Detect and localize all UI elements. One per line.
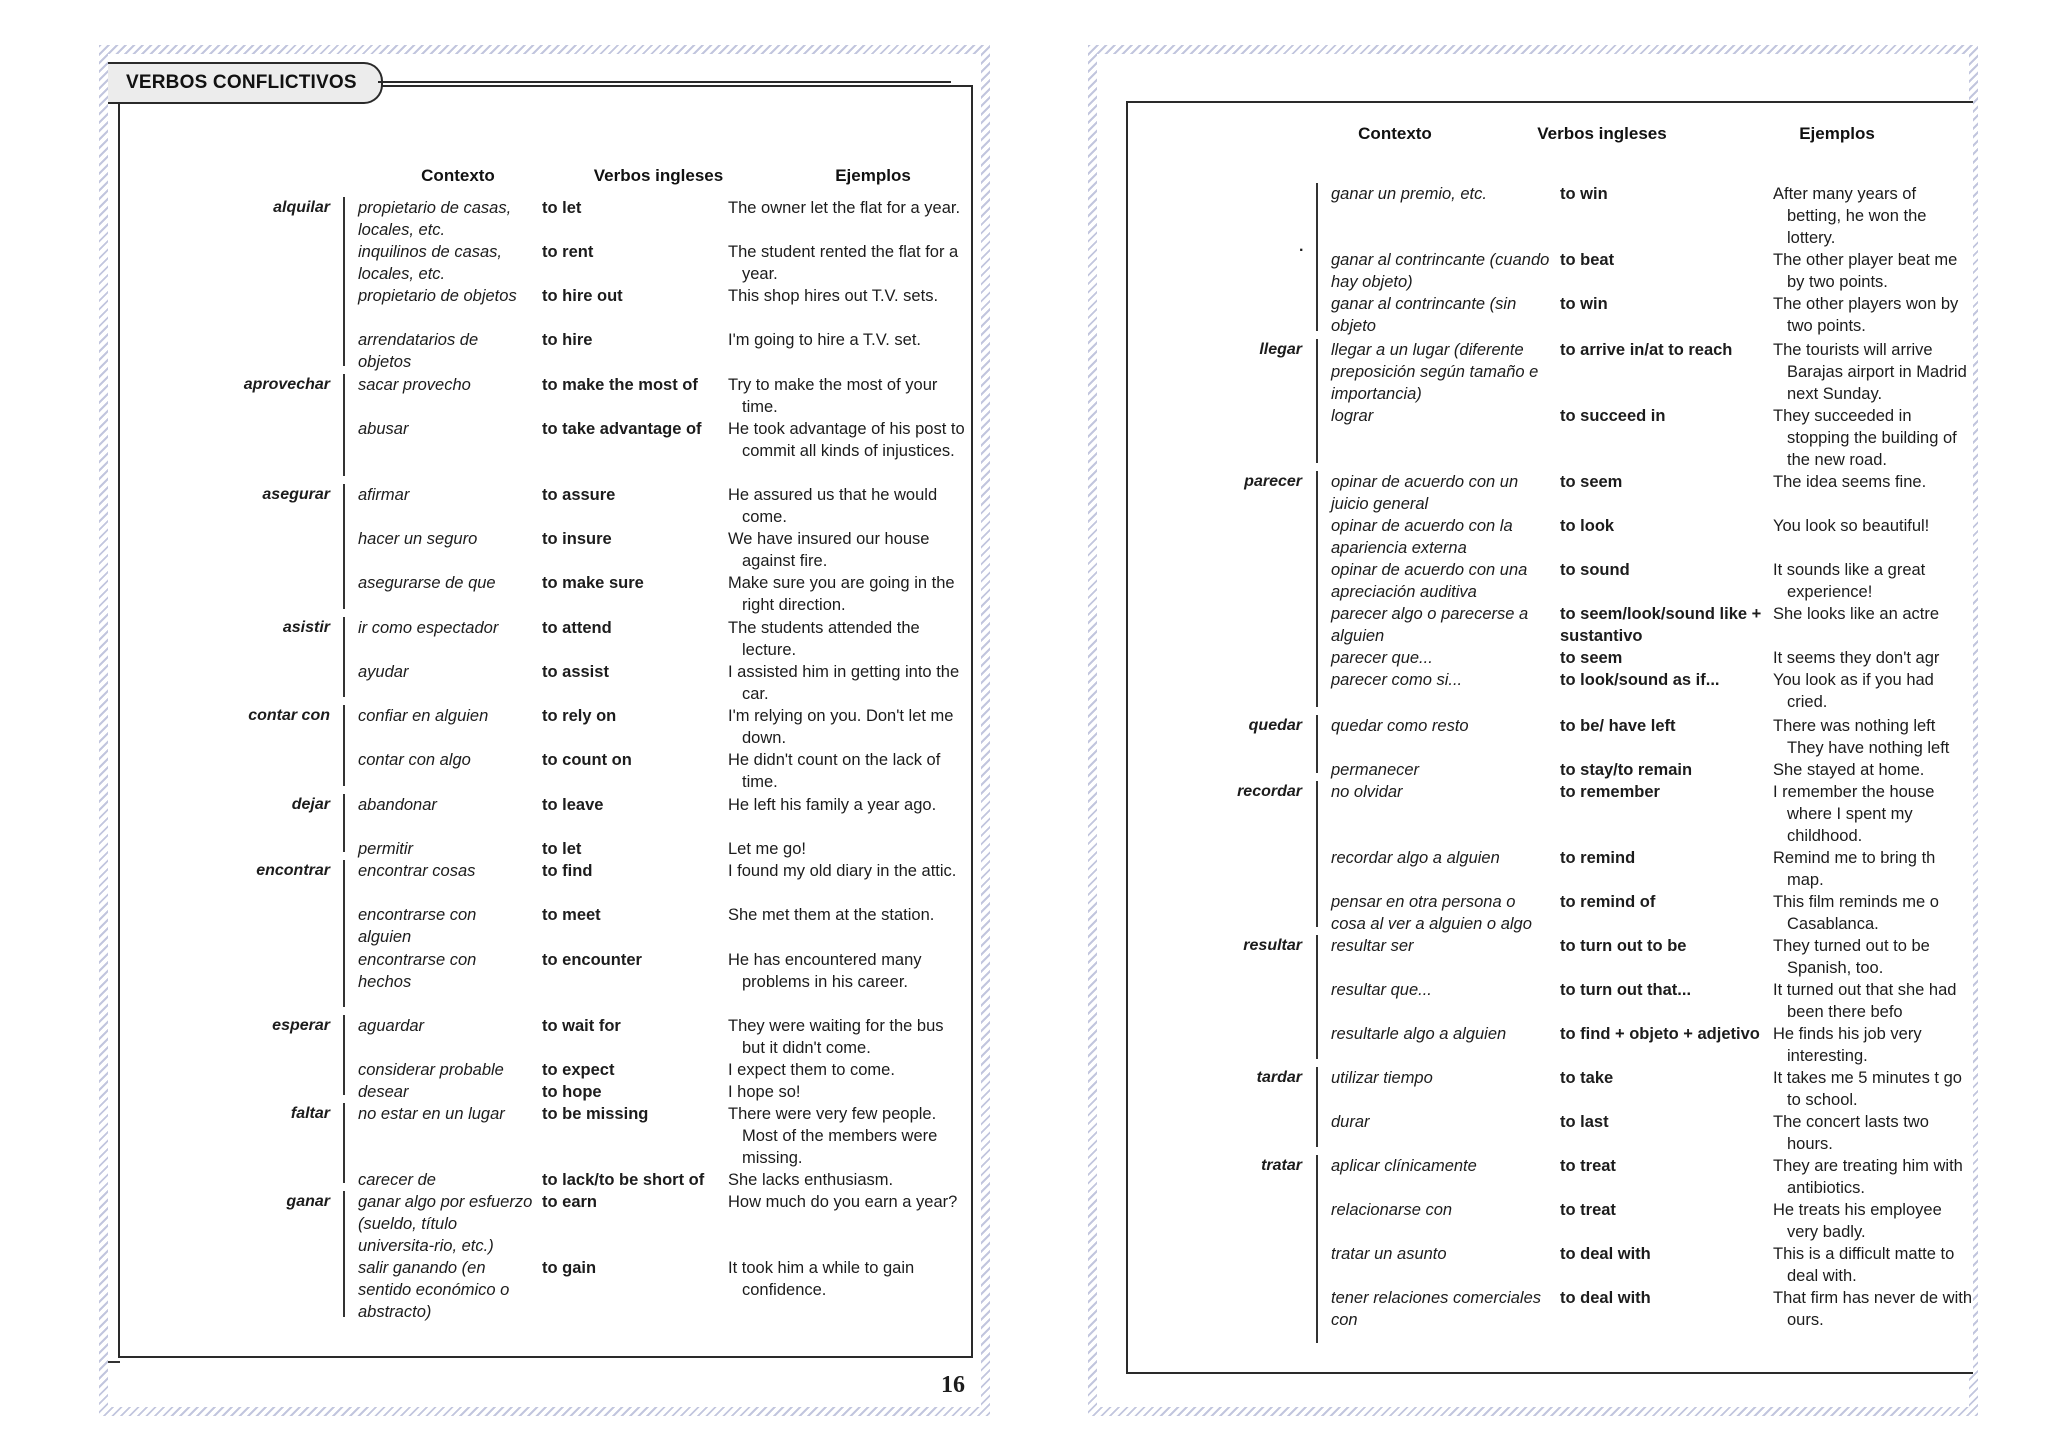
context-cell: hacer un seguro bbox=[358, 530, 478, 548]
context-cell: aguardar bbox=[358, 1017, 425, 1035]
group-divider bbox=[1316, 715, 1318, 773]
spanish-verb: contar con bbox=[248, 707, 330, 724]
spanish-verb: asegurar bbox=[262, 486, 330, 503]
english-verb-cell: to beat bbox=[1560, 251, 1615, 269]
english-verb-cell: to take advantage of bbox=[542, 420, 702, 438]
right-table-frame bbox=[1126, 101, 1973, 1374]
spanish-verb: llegar bbox=[1259, 341, 1302, 358]
english-verb-cell: to sound bbox=[1560, 561, 1630, 579]
english-verb-cell: to turn out to be bbox=[1560, 937, 1687, 955]
group-divider bbox=[1316, 1155, 1318, 1343]
example-cell: The concert lasts two hours. bbox=[1773, 1113, 1929, 1153]
english-verb-cell: to rent bbox=[542, 243, 594, 261]
english-verb-cell: to hire bbox=[542, 331, 593, 349]
example-cell: There were very few people. Most of the members were missing. bbox=[728, 1105, 938, 1167]
example-cell: It took him a while to gain confidence. bbox=[728, 1259, 915, 1299]
right-page bbox=[1088, 45, 1978, 1416]
context-cell: encontrarse con hechos bbox=[358, 951, 477, 991]
english-verb-cell: to wait for bbox=[542, 1017, 621, 1035]
context-cell: ganar algo por esfuerzo (sueldo, título universita-rio, etc.) bbox=[358, 1193, 533, 1255]
context-cell: abusar bbox=[358, 420, 409, 438]
english-verb-cell: to look/sound as if... bbox=[1560, 671, 1720, 689]
example-cell: You look as if you had cried. bbox=[1773, 671, 1934, 711]
context-cell: resultar ser bbox=[1331, 937, 1414, 955]
english-verb-cell: to expect bbox=[542, 1061, 615, 1079]
group-divider bbox=[343, 1015, 345, 1095]
context-cell: opinar de acuerdo con la apariencia externa bbox=[1331, 517, 1513, 557]
context-cell: afirmar bbox=[358, 486, 410, 504]
english-verb-cell: to gain bbox=[542, 1259, 597, 1277]
spanish-verb: ganar bbox=[286, 1193, 330, 1210]
example-cell: How much do you earn a year? bbox=[728, 1193, 958, 1211]
english-verb-cell: to win bbox=[1560, 295, 1608, 313]
english-verb-cell: to be missing bbox=[542, 1105, 649, 1123]
example-cell: They are treating him with antibiotics. bbox=[1773, 1157, 1963, 1197]
example-cell: The tourists will arrive Barajas airport in Madrid next Sunday. bbox=[1773, 341, 1967, 403]
english-verb-cell: to remind of bbox=[1560, 893, 1656, 911]
english-verb-cell: to count on bbox=[542, 751, 632, 769]
header-verbos-ingleses-right: Verbos ingleses bbox=[1537, 124, 1667, 143]
example-cell: Remind me to bring th map. bbox=[1773, 849, 1936, 889]
group-divider bbox=[343, 484, 345, 609]
context-cell: utilizar tiempo bbox=[1331, 1069, 1433, 1087]
group-divider bbox=[1316, 471, 1318, 707]
group-divider bbox=[343, 617, 345, 697]
spanish-verb: tardar bbox=[1256, 1069, 1302, 1086]
example-cell: She met them at the station. bbox=[728, 906, 935, 924]
english-verb-cell: to assure bbox=[542, 486, 616, 504]
example-cell: I remember the house where I spent my childhood. bbox=[1773, 783, 1935, 845]
context-cell: lograr bbox=[1331, 407, 1374, 425]
english-verb-cell: to seem bbox=[1560, 473, 1623, 491]
context-cell: asegurarse de que bbox=[358, 574, 496, 592]
english-verb-cell: to let bbox=[542, 840, 582, 858]
group-divider bbox=[1316, 339, 1318, 463]
context-cell: ayudar bbox=[358, 663, 409, 681]
context-cell: resultar que... bbox=[1331, 981, 1432, 999]
english-verb-cell: to look bbox=[1560, 517, 1615, 535]
example-cell: I found my old diary in the attic. bbox=[728, 862, 957, 880]
left-page-body bbox=[108, 54, 981, 1407]
english-verb-cell: to deal with bbox=[1560, 1289, 1651, 1307]
example-cell: The idea seems fine. bbox=[1773, 473, 1927, 491]
context-cell: pensar en otra persona o cosa al ver a alguien o algo bbox=[1331, 893, 1532, 933]
example-cell: The students attended the lecture. bbox=[728, 619, 920, 659]
spanish-verb: dejar bbox=[291, 796, 330, 813]
english-verb-cell: to make sure bbox=[542, 574, 644, 592]
group-divider bbox=[343, 794, 345, 852]
example-cell: He left his family a year ago. bbox=[728, 796, 937, 814]
english-verb-cell: to attend bbox=[542, 619, 612, 637]
context-cell: recordar algo a alguien bbox=[1331, 849, 1500, 867]
context-cell: permitir bbox=[358, 840, 414, 858]
spanish-verb: recordar bbox=[1237, 783, 1302, 800]
english-verb-cell: to hire out bbox=[542, 287, 623, 305]
context-cell: quedar como resto bbox=[1331, 717, 1469, 735]
context-cell: resultarle algo a alguien bbox=[1331, 1025, 1507, 1043]
example-cell: They were waiting for the bus but it didn't come. bbox=[728, 1017, 944, 1057]
group-divider bbox=[1316, 781, 1318, 927]
english-verb-cell: to treat bbox=[1560, 1157, 1616, 1175]
english-verb-cell: to find + objeto + adjetivo bbox=[1560, 1025, 1760, 1043]
context-cell: tener relaciones comerciales con bbox=[1331, 1289, 1542, 1329]
context-cell: permanecer bbox=[1331, 761, 1420, 779]
context-cell: parecer que... bbox=[1331, 649, 1433, 667]
english-verb-cell: to make the most of bbox=[542, 376, 698, 394]
page-number: 16 bbox=[941, 1372, 965, 1398]
english-verb-cell: to win bbox=[1560, 185, 1608, 203]
example-cell: The other players won by two points. bbox=[1773, 295, 1959, 335]
context-cell: propietario de objetos bbox=[358, 287, 517, 305]
english-verb-cell: to let bbox=[542, 199, 582, 217]
header-ejemplos: Ejemplos bbox=[835, 166, 911, 185]
group-divider bbox=[343, 1103, 345, 1183]
english-verb-cell: to succeed in bbox=[1560, 407, 1666, 425]
example-cell: Make sure you are going in the right direction. bbox=[728, 574, 955, 614]
context-cell: no olvidar bbox=[1331, 783, 1403, 801]
example-cell: He finds his job very interesting. bbox=[1773, 1025, 1922, 1065]
context-cell: desear bbox=[358, 1083, 409, 1101]
stray-mark: · bbox=[1299, 242, 1305, 259]
english-verb-cell: to find bbox=[542, 862, 593, 880]
example-cell: I'm going to hire a T.V. set. bbox=[728, 331, 922, 349]
context-cell: sacar provecho bbox=[358, 376, 471, 394]
example-cell: He has encountered many problems in his career. bbox=[728, 951, 922, 991]
context-cell: inquilinos de casas, locales, etc. bbox=[358, 243, 503, 283]
english-verb-cell: to lack/to be short of bbox=[542, 1171, 705, 1189]
english-verb-cell: to leave bbox=[542, 796, 604, 814]
example-cell: That firm has never de with ours. bbox=[1773, 1289, 1972, 1329]
margin-dash bbox=[108, 1361, 120, 1363]
context-cell: ganar un premio, etc. bbox=[1331, 185, 1487, 203]
context-cell: opinar de acuerdo con un juicio general bbox=[1331, 473, 1519, 513]
context-cell: parecer como si... bbox=[1331, 671, 1463, 689]
english-verb-cell: to be/ have left bbox=[1560, 717, 1676, 735]
spanish-verb: parecer bbox=[1244, 473, 1302, 490]
context-cell: contar con algo bbox=[358, 751, 471, 769]
example-cell: The other player beat me by two points. bbox=[1773, 251, 1958, 291]
context-cell: salir ganando (en sentido económico o abstracto) bbox=[358, 1259, 510, 1321]
context-cell: llegar a un lugar (diferente preposición según tamaño e importancia) bbox=[1331, 341, 1539, 403]
example-cell: I assisted him in getting into the car. bbox=[728, 663, 960, 703]
english-verb-cell: to stay/to remain bbox=[1560, 761, 1693, 779]
spanish-verb: quedar bbox=[1248, 717, 1302, 734]
english-verb-cell: to meet bbox=[542, 906, 601, 924]
example-cell: It seems they don't agr bbox=[1773, 649, 1940, 667]
english-verb-cell: to last bbox=[1560, 1113, 1609, 1131]
example-cell: Let me go! bbox=[728, 840, 806, 858]
example-cell: She stayed at home. bbox=[1773, 761, 1925, 779]
example-cell: They succeeded in stopping the building of the new road. bbox=[1773, 407, 1957, 469]
english-verb-cell: to turn out that... bbox=[1560, 981, 1692, 999]
context-cell: parecer algo o parecerse a alguien bbox=[1331, 605, 1529, 645]
section-title: VERBOS CONFLICTIVOS bbox=[108, 62, 383, 104]
spanish-verb: asistir bbox=[282, 619, 330, 636]
example-cell: This shop hires out T.V. sets. bbox=[728, 287, 939, 305]
example-cell: After many years of betting, he won the lottery. bbox=[1773, 185, 1927, 247]
english-verb-cell: to assist bbox=[542, 663, 609, 681]
english-verb-cell: to treat bbox=[1560, 1201, 1616, 1219]
english-verb-cell: to encounter bbox=[542, 951, 642, 969]
example-cell: He didn't count on the lack of time. bbox=[728, 751, 941, 791]
context-cell: no estar en un lugar bbox=[358, 1105, 505, 1123]
english-verb-cell: to seem/look/sound like + sustantivo bbox=[1560, 605, 1762, 645]
example-cell: I expect them to come. bbox=[728, 1061, 895, 1079]
example-cell: You look so beautiful! bbox=[1773, 517, 1930, 535]
context-cell: arrendatarios de objetos bbox=[358, 331, 479, 371]
example-cell: They turned out to be Spanish, too. bbox=[1773, 937, 1930, 977]
context-cell: opinar de acuerdo con una apreciación auditiva bbox=[1331, 561, 1528, 601]
example-cell: This is a difficult matte to deal with. bbox=[1773, 1245, 1955, 1285]
spanish-verb: resultar bbox=[1243, 937, 1302, 954]
english-verb-cell: to remember bbox=[1560, 783, 1660, 801]
context-cell: relacionarse con bbox=[1331, 1201, 1453, 1219]
context-cell: ir como espectador bbox=[358, 619, 499, 637]
header-contexto-right: Contexto bbox=[1358, 124, 1432, 143]
english-verb-cell: to earn bbox=[542, 1193, 598, 1211]
english-verb-cell: to seem bbox=[1560, 649, 1623, 667]
group-divider bbox=[343, 1191, 345, 1317]
section-title-rule bbox=[378, 81, 951, 83]
example-cell: This film reminds me o Casablanca. bbox=[1773, 893, 1939, 933]
left-table-frame bbox=[118, 85, 973, 1358]
context-cell: confiar en alguien bbox=[358, 707, 489, 725]
spanish-verb: aprovechar bbox=[243, 376, 330, 393]
group-divider bbox=[343, 374, 345, 476]
group-divider bbox=[343, 705, 345, 786]
english-verb-cell: to insure bbox=[542, 530, 612, 548]
example-cell: I hope so! bbox=[728, 1083, 801, 1101]
english-verb-cell: to hope bbox=[542, 1083, 602, 1101]
example-cell: Try to make the most of your time. bbox=[728, 376, 938, 416]
example-cell: It sounds like a great experience! bbox=[1773, 561, 1926, 601]
example-cell: We have insured our house against fire. bbox=[728, 530, 930, 570]
context-cell: propietario de casas, locales, etc. bbox=[358, 199, 512, 239]
context-cell: tratar un asunto bbox=[1331, 1245, 1447, 1263]
spanish-verb: encontrar bbox=[256, 862, 330, 879]
context-cell: ganar al contrincante (cuando hay objeto) bbox=[1331, 251, 1550, 291]
context-cell: encontrarse con alguien bbox=[358, 906, 477, 946]
context-cell: aplicar clínicamente bbox=[1331, 1157, 1477, 1175]
spanish-verb: tratar bbox=[1261, 1157, 1302, 1174]
example-cell: She looks like an actre bbox=[1773, 605, 1940, 623]
header-ejemplos-right: Ejemplos bbox=[1799, 124, 1875, 143]
right-page-body bbox=[1097, 54, 1972, 1407]
header-verbos-ingleses: Verbos ingleses bbox=[593, 166, 724, 185]
left-page bbox=[99, 45, 990, 1416]
example-cell: The student rented the flat for a year. bbox=[728, 243, 959, 283]
example-cell: There was nothing left They have nothing left bbox=[1773, 717, 1950, 757]
group-divider bbox=[343, 860, 345, 1007]
example-cell: It takes me 5 minutes t go to school. bbox=[1773, 1069, 1962, 1109]
example-cell: He took advantage of his post to commit all kinds of injustices. bbox=[728, 420, 965, 460]
context-cell: encontrar cosas bbox=[358, 862, 476, 880]
context-cell: ganar al contrincante (sin objeto bbox=[1331, 295, 1517, 335]
context-cell: abandonar bbox=[358, 796, 437, 814]
example-cell: She lacks enthusiasm. bbox=[728, 1171, 894, 1189]
english-verb-cell: to arrive in/at to reach bbox=[1560, 341, 1733, 359]
example-cell: It turned out that she had been there befo bbox=[1773, 981, 1957, 1021]
spanish-verb: alquilar bbox=[273, 199, 330, 216]
context-cell: carecer de bbox=[358, 1171, 436, 1189]
group-divider bbox=[1316, 183, 1318, 331]
example-cell: I'm relying on you. Don't let me down. bbox=[728, 707, 954, 747]
group-divider bbox=[343, 197, 345, 366]
english-verb-cell: to remind bbox=[1560, 849, 1636, 867]
english-verb-cell: to rely on bbox=[542, 707, 617, 725]
context-cell: considerar probable bbox=[358, 1061, 504, 1079]
header-contexto: Contexto bbox=[421, 166, 495, 185]
group-divider bbox=[1316, 935, 1318, 1059]
context-cell: durar bbox=[1331, 1113, 1370, 1131]
english-verb-cell: to deal with bbox=[1560, 1245, 1651, 1263]
group-divider bbox=[1316, 1067, 1318, 1147]
spanish-verb: faltar bbox=[290, 1105, 330, 1122]
english-verb-cell: to take bbox=[1560, 1069, 1614, 1087]
example-cell: He assured us that he would come. bbox=[728, 486, 938, 526]
spanish-verb: esperar bbox=[272, 1017, 330, 1034]
example-cell: The owner let the flat for a year. bbox=[728, 199, 961, 217]
example-cell: He treats his employee very badly. bbox=[1773, 1201, 1942, 1241]
